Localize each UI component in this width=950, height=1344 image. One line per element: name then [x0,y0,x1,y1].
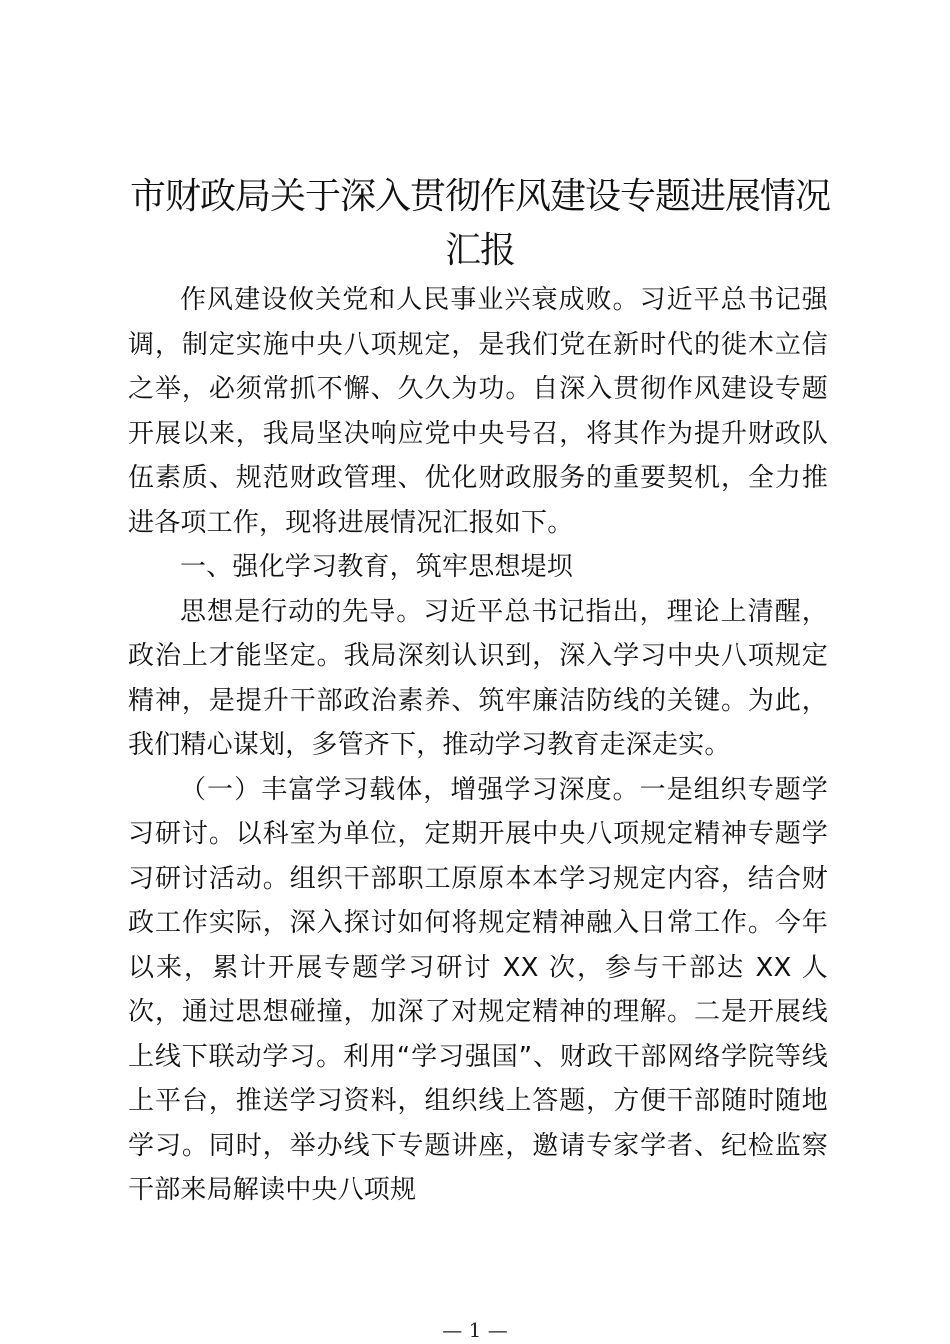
section-heading: 一、强化学习教育，筑牢思想堤坝 [180,552,574,582]
page-number: — 1 — [442,1318,508,1342]
document-body [128,278,828,1213]
subsection-paragraph: （一）丰富学习载体，增强学习深度。一是组织专题学习研讨。以科室为单位，定期开展中央八项规定精神专题学习研讨活动。组织干部职工原原本本学习规定内容，结合财政工作实际，深入探讨如何将规定精神融入日常工作。今年以来，累计开展专题学习研讨 XX 次，参与干部达 XX 人次，通过思想碰撞，加深了对规定精神的理解。二是开展线上线下联动学习。利用“学习强国”、财政干部网络学院等线上平台，推送学习资料，组织线上答题，方便干部随时随地学习。同时，举办线下专题讲座，邀请专家学者、纪检监察干部来局解读中央八项规 [128,774,828,1205]
intro-paragraph: 作风建设攸关党和人民事业兴衰成败。习近平总书记强调，制定实施中央八项规定，是我们党在新时代的徙木立信之举，必须常抓不懈、久久为功。自深入贯彻作风建设专题开展以来，我局坚决响应党中央号召，将其作为提升财政队伍素质、规范财政管理、优化财政服务的重要契机，全力推进各项工作，现将进展情况汇报如下。 [128,285,828,538]
document-title: 市财政局关于深入贯彻作风建设专题进展情况汇报 [129,176,830,271]
section-paragraph: 思想是行动的先导。习近平总书记指出，理论上清醒，政治上才能坚定。我局深刻认识到，深入学习中央八项规定精神，是提升干部政治素养、筑牢廉洁防线的关键。为此，我们精心谋划，多管齐下，推动学习教育走深走实。 [128,596,828,760]
